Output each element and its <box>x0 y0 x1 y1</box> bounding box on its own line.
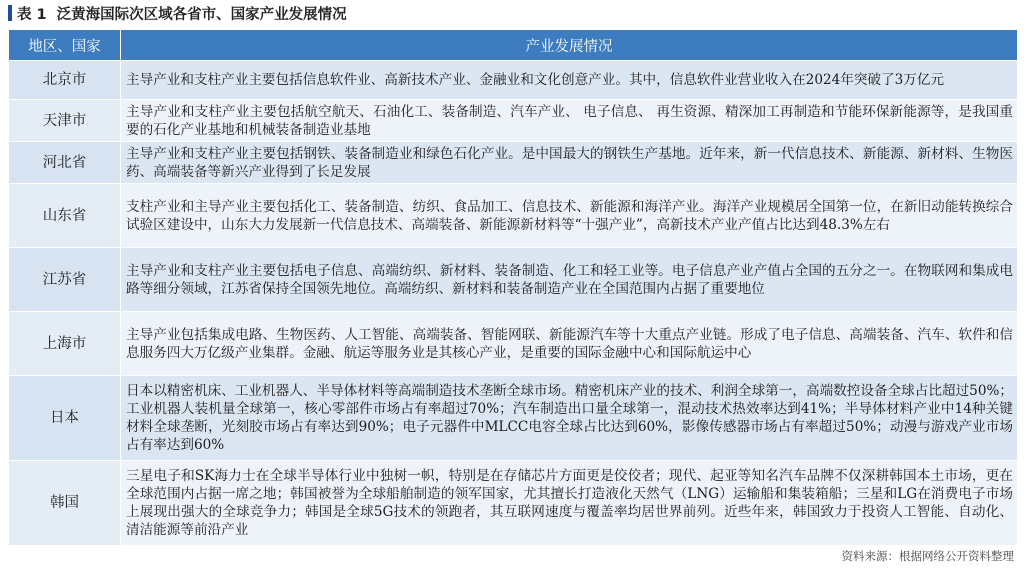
region-cell: 江苏省 <box>9 248 121 312</box>
description-cell: 日本以精密机床、工业机器人、半导体材料等高端制造技术垄断全球市场。精密机床产业的技术、利润全球第一，高端数控设备全球占比超过50%；工业机器人装机量全球第一，核心零部件市场占有率超过70%；汽车制造出口量全球第一，混动技术热效率达到41%；半导体材料产业中14种关键材料全球垄断，光刻胶市场占有率达到90%；电子元器件中MLCC电容全球占比达到60%，影像传感器市场占有率超过50%；动漫与游戏产业市场占有率达到60% <box>121 376 1018 461</box>
region-cell: 上海市 <box>9 312 121 376</box>
table-row <box>9 142 1018 184</box>
description-cell: 主导产业和支柱产业主要包括航空航天、石油化工、装备制造、汽车产业、 电子信息、 再生资源、精深加工再制造和节能环保新能源等，是我国重要的石化产业基地和机械装备制造业基地 <box>121 100 1018 142</box>
header-industry: 产业发展情况 <box>121 30 1018 61</box>
description-cell: 三星电子和SK海力士在全球半导体行业中独树一帜，特别是在存储芯片方面更是佼佼者；现代、起亚等知名汽车品牌不仅深耕韩国本土市场，更在全球范围内占据一席之地；韩国被誉为全球船舶制造的领军国家，尤其擅长打造液化天然气（LNG）运输船和集装箱船；三星和LG在消费电子市场上展现出强大的全球竞争力；韩国是全球5G技术的领跑者，其互联网速度与覆盖率均居世界前列。近些年来，韩国致力于投资人工智能、自动化、清洁能源等前沿产业 <box>121 461 1018 546</box>
table-row <box>9 248 1018 312</box>
description-cell: 主导产业包括集成电路、生物医药、人工智能、高端装备、智能网联、新能源汽车等十大重点产业链。形成了电子信息、高端装备、汽车、软件和信息服务四大万亿级产业集群。金融、航运等服务业是其核心产业，是重要的国际金融中心和国际航运中心 <box>121 312 1018 376</box>
industry-table <box>8 29 1018 546</box>
table-caption <box>8 2 347 24</box>
source-note: 资料来源：根据网络公开资料整理 <box>841 549 1014 563</box>
caption-title: 泛黄海国际次区域各省市、国家产业发展情况 <box>56 6 347 23</box>
description-cell: 支柱产业和主导产业主要包括化工、装备制造、纺织、食品加工、信息技术、新能源和海洋产业。海洋产业规模居全国第一位，在新旧动能转换综合试验区建设中，山东大力发展新一代信息技术、高端装备、新能源新材料等“十强产业”，高新技术产业产值占比达到48.3%左右 <box>121 184 1018 248</box>
region-cell: 日本 <box>9 376 121 461</box>
table-row <box>9 312 1018 376</box>
description-cell: 主导产业和支柱产业主要包括钢铁、装备制造业和绿色石化产业。是中国最大的钢铁生产基地。近年来，新一代信息技术、新能源、新材料、生物医药、高端装备等新兴产业得到了长足发展 <box>121 142 1018 184</box>
region-cell: 北京市 <box>9 61 121 100</box>
region-cell: 山东省 <box>9 184 121 248</box>
header-region: 地区、国家 <box>9 30 121 61</box>
table-row <box>9 376 1018 461</box>
table-row <box>9 461 1018 546</box>
caption-marker <box>8 5 12 21</box>
description-cell: 主导产业和支柱产业主要包括信息软件业、高新技术产业、金融业和文化创意产业。其中，信息软件业营业收入在2024年突破了3万亿元 <box>121 61 1018 100</box>
table-row <box>9 61 1018 100</box>
region-cell: 天津市 <box>9 100 121 142</box>
description-cell: 主导产业和支柱产业主要包括电子信息、高端纺织、新材料、装备制造、化工和轻工业等。电子信息产业产值占全国的五分之一。在物联网和集成电路等细分领域，江苏省保持全国领先地位。高端纺织、新材料和装备制造产业在全国范围内占据了重要地位 <box>121 248 1018 312</box>
caption-number: 表 1 <box>17 6 47 23</box>
table-header-row <box>9 30 1018 61</box>
region-cell: 韩国 <box>9 461 121 546</box>
region-cell: 河北省 <box>9 142 121 184</box>
table-row <box>9 184 1018 248</box>
table-row <box>9 100 1018 142</box>
